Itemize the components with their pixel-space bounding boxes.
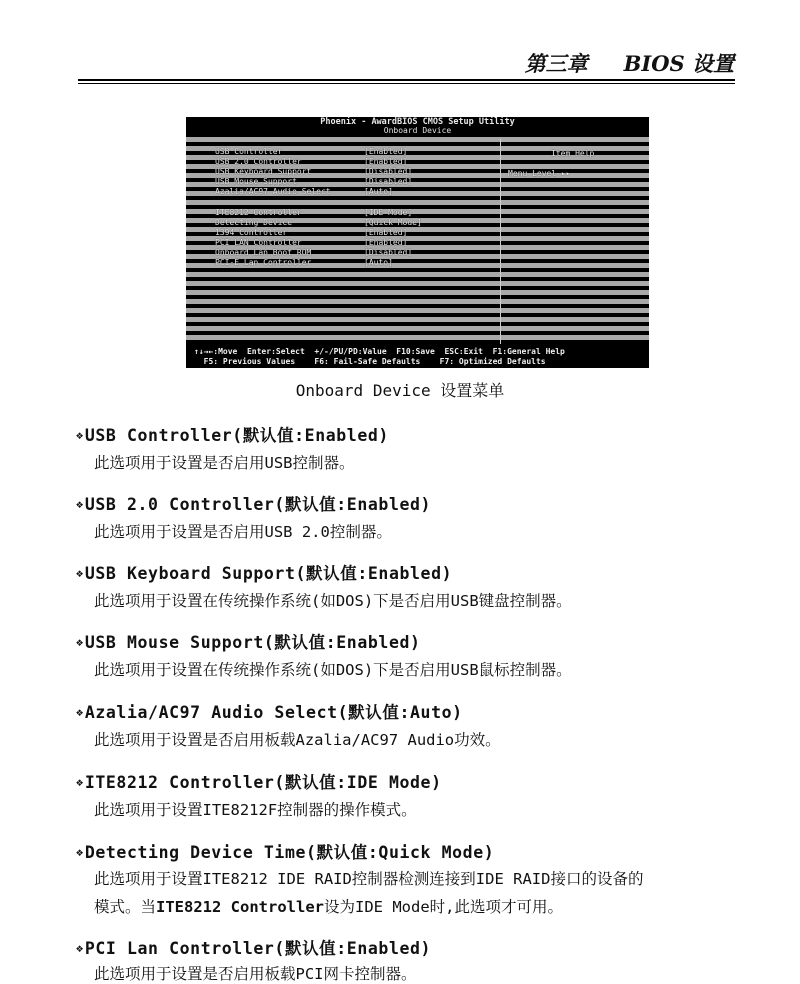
bios-row-value: [IDE Mode] <box>364 208 413 217</box>
bios-stripe <box>186 308 649 313</box>
diamond-bullet-icon: ❖ <box>76 775 84 789</box>
bios-row-value: [Enabled] <box>364 147 408 156</box>
item-desc: 此选项用于设置是否启用板载Azalia/AC97 Audio功效。 <box>94 731 501 749</box>
item-title-text: USB Controller(默认值:Enabled) <box>84 426 389 445</box>
bios-row-label: Azalia/AC97 Audio Select <box>215 187 331 196</box>
diamond-bullet-icon: ❖ <box>76 635 84 649</box>
item-title-ite8212 <box>76 769 442 793</box>
item-desc: 此选项用于设置是否启用USB控制器。 <box>94 454 355 472</box>
bios-row-label: Onboard Lan Boot ROM <box>215 248 312 257</box>
bios-row-value: [Disabled] <box>364 177 413 186</box>
item-title-text: USB 2.0 Controller(默认值:Enabled) <box>84 495 432 514</box>
item-desc-line2 <box>94 895 563 917</box>
item-desc: 此选项用于设置ITE8212 IDE RAID控制器检测连接到IDE RAID接口的设备的 <box>94 870 644 888</box>
item-title-text: Detecting Device Time(默认值:Quick Mode) <box>84 843 495 862</box>
bios-row-value: [Enabled] <box>364 157 408 166</box>
item-title-usb-keyboard <box>76 560 452 584</box>
diamond-bullet-icon: ❖ <box>76 497 84 511</box>
diamond-bullet-icon: ❖ <box>76 845 84 859</box>
bios-stripe <box>186 317 649 322</box>
item-title-detecting-device <box>76 839 494 863</box>
bios-row-value: [Quick Mode] <box>364 218 422 227</box>
bios-stripe <box>186 299 649 304</box>
chapter-label: 第三章 <box>524 51 588 76</box>
item-title-text: USB Mouse Support(默认值:Enabled) <box>84 633 421 652</box>
figure-caption: Onboard Device 设置菜单 <box>295 381 505 400</box>
chapter-title: BIOS 设置 <box>623 51 734 76</box>
bios-row-label: PCI LAN Controller <box>215 238 302 247</box>
bios-stripe <box>186 326 649 331</box>
bios-divider <box>500 139 501 344</box>
bios-row-label: Detecting Device <box>215 218 293 227</box>
bios-stripe <box>186 200 649 205</box>
bios-stripe <box>186 137 649 142</box>
bios-item-help: Item Help <box>551 149 595 158</box>
item-title-audio-select <box>76 699 463 723</box>
bios-footer-line1: ↑↓→←:Move Enter:Select +/-/PU/PD:Value F10:Save ESC:Exit F1:General Help <box>194 347 565 356</box>
bios-row-value: [Auto] <box>364 187 393 196</box>
bios-row-label: PCI-E Lan Controller <box>215 258 312 267</box>
desc-text: 设为IDE Mode时,此选项才可用。 <box>324 898 563 916</box>
bios-title: Phoenix - AwardBIOS CMOS Setup Utility <box>320 117 515 127</box>
bios-footer-line2: F5: Previous Values F6: Fail-Safe Defaults F7: Optimized Defaults <box>194 357 546 366</box>
bios-row-value: [Enabled] <box>364 228 408 237</box>
item-desc: 此选项用于设置ITE8212F控制器的操作模式。 <box>94 801 417 819</box>
bios-menu-level: Menu Level ▸▸ <box>508 169 571 178</box>
bios-row-label: ITE8212 Controller <box>215 208 302 217</box>
diamond-bullet-icon: ❖ <box>76 566 84 580</box>
item-desc: 此选项用于设置是否启用板载PCI网卡控制器。 <box>94 965 417 983</box>
item-title-text: ITE8212 Controller(默认值:IDE Mode) <box>84 773 442 792</box>
bios-stripe <box>186 335 649 340</box>
page-header <box>0 48 734 78</box>
bios-screenshot <box>186 117 649 368</box>
item-desc: 此选项用于设置是否启用USB 2.0控制器。 <box>94 523 392 541</box>
bios-row-label: USB Mouse Support <box>215 177 297 186</box>
bios-row-value: [Disabled] <box>364 167 413 176</box>
item-title-text: USB Keyboard Support(默认值:Enabled) <box>84 564 453 583</box>
header-rule <box>78 79 735 81</box>
item-title-usb-mouse <box>76 629 421 653</box>
bios-stripe <box>186 281 649 286</box>
bios-row-value: [Auto] <box>364 258 393 267</box>
bios-row-label: USB Keyboard Support <box>215 167 312 176</box>
bios-row-label: USB Controller <box>215 147 283 156</box>
desc-text: 模式。当 <box>94 898 157 916</box>
diamond-bullet-icon: ❖ <box>76 941 84 955</box>
item-title-text: PCI Lan Controller(默认值:Enabled) <box>84 939 432 958</box>
item-title-pci-lan <box>76 935 431 959</box>
diamond-bullet-icon: ❖ <box>76 428 84 442</box>
item-desc: 此选项用于设置在传统操作系统(如DOS)下是否启用USB键盘控制器。 <box>94 592 572 610</box>
bios-stripe <box>186 272 649 277</box>
item-title-usb20-controller <box>76 491 431 515</box>
item-title-text: Azalia/AC97 Audio Select(默认值:Auto) <box>84 703 463 722</box>
bios-row-value: [Disabled] <box>364 248 413 257</box>
item-desc: 此选项用于设置在传统操作系统(如DOS)下是否启用USB鼠标控制器。 <box>94 661 572 679</box>
desc-bold-text: ITE8212 Controller <box>156 898 324 916</box>
diamond-bullet-icon: ❖ <box>76 705 84 719</box>
bios-row-label: 1394 Controller <box>215 228 288 237</box>
bios-subtitle: Onboard Device <box>383 126 452 135</box>
bios-stripe <box>186 290 649 295</box>
bios-row-value: [Enabled] <box>364 238 408 247</box>
item-title-usb-controller <box>76 422 389 446</box>
header-rule-thin <box>78 83 735 84</box>
bios-row-label: USB 2.0 Controller <box>215 157 302 166</box>
